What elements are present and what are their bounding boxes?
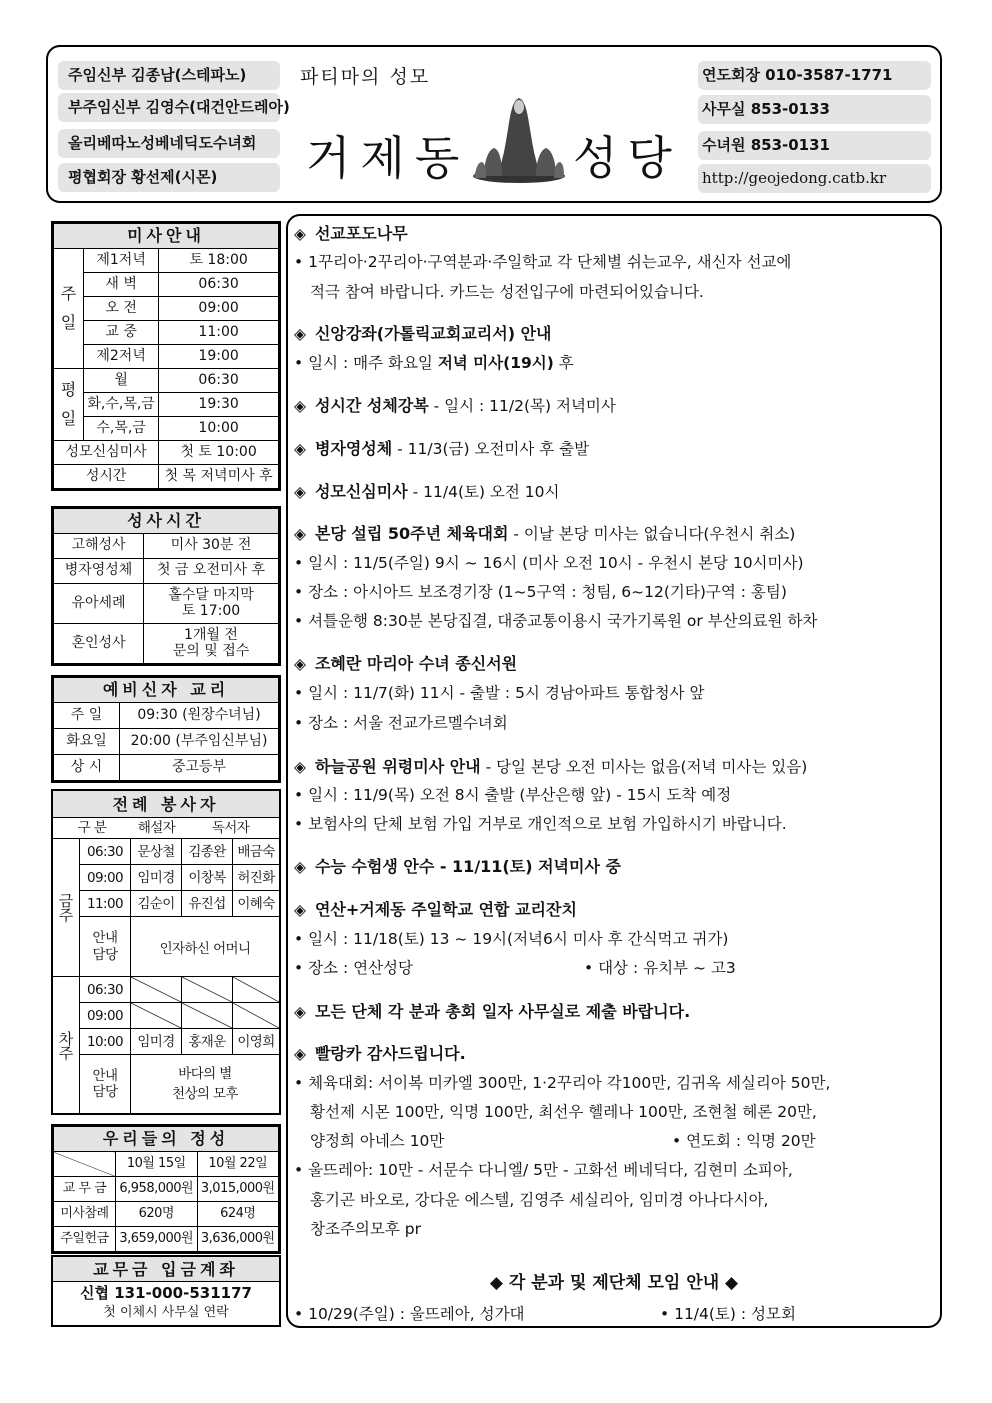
diamond-bullet-icon: ◈: [294, 1003, 306, 1021]
server-time: 06:30: [80, 839, 131, 864]
mass-time: 09:00: [159, 297, 279, 321]
bank-account: 신협 131-000-531177: [80, 1284, 252, 1302]
sacrament-time: 첫 금 오전미사 후: [144, 559, 279, 584]
notice-heading: 본당 설립 50주년 체육대회: [314, 524, 509, 543]
offering-date: 10월 22일: [197, 1152, 279, 1177]
server-name: 이창복: [182, 865, 233, 890]
next-guide-group: [131, 1055, 279, 1113]
diamond-bullet-icon: ◈: [294, 525, 306, 543]
notice-text: 창조주의모후 pr: [310, 1220, 421, 1238]
offering-value: 624명: [197, 1202, 279, 1227]
notice-text: 일시 : 11/7(화) 11시 - 출발 : 5시 경남아파트 통합청사 앞: [308, 684, 705, 702]
server-name: 유진섭: [182, 891, 233, 916]
header-left-1: 주임신부 김종남(스테파노): [58, 61, 280, 90]
catechumen-day: 화요일: [54, 729, 120, 755]
notice-line: [294, 1158, 793, 1180]
notice-line: [294, 854, 621, 877]
notice-detail: - 당일 본당 오전 미사는 없음(저녁 미사는 있음): [480, 758, 808, 776]
notice-text: 체육대회: 서이복 미카엘 300만, 1·2꾸리아 각100만, 김귀옥 세실리아 50만,: [308, 1074, 831, 1092]
catechumen-time: 20:00 (부주임신부님): [120, 729, 279, 755]
dot-bullet-icon: •: [294, 684, 309, 702]
header-right-2: 사무실 853-0133: [698, 95, 931, 124]
this-week-label: 금주: [53, 839, 80, 977]
sacrament-time: 1개월 전: [184, 627, 238, 644]
notice-text: 연도회 : 익명 20만: [686, 1132, 816, 1150]
diamond-bullet-icon: ◈: [294, 483, 306, 501]
server-row: [80, 891, 279, 917]
notice-line: [294, 812, 787, 834]
mass-time: 11:00: [159, 321, 279, 345]
notice-line: [294, 521, 795, 544]
server-time: 10:00: [80, 1029, 131, 1054]
parish-subtitle: 파티마의 성모: [300, 66, 431, 88]
notice-line: [294, 651, 517, 674]
server-name: 허진화: [237, 870, 275, 886]
notice-heading: 병자영성체: [314, 439, 393, 458]
dot-bullet-icon: •: [294, 1161, 309, 1179]
server-name: [131, 1003, 182, 1028]
next-guide-2: 천상의 모후: [172, 1086, 238, 1102]
mass-name: 성모신심미사: [54, 441, 159, 465]
notice-text: 일시 : 11/9(목) 오전 8시 출발 (부산은행 앞) - 15시 도착 예정: [308, 786, 732, 804]
diamond-bullet-icon: ◈: [294, 858, 306, 876]
dot-bullet-icon: •: [294, 612, 309, 630]
server-time: 11:00: [80, 891, 131, 916]
dot-bullet-icon: •: [294, 583, 309, 601]
next-week-label: 차주: [53, 977, 80, 1113]
offering-value: 620명: [116, 1202, 198, 1227]
diamond-bullet-icon: ◈: [294, 440, 306, 458]
diamond-bullet-icon: ◈: [294, 1045, 306, 1063]
dot-bullet-icon: •: [294, 786, 309, 804]
dot-bullet-icon: •: [294, 930, 309, 948]
weekday-label: 평일: [54, 369, 84, 441]
notice-line: [294, 897, 577, 920]
server-time: 06:30: [80, 977, 131, 1002]
dot-bullet-icon: •: [294, 1074, 309, 1092]
offering-corner: [54, 1152, 116, 1177]
server-time: 09:00: [80, 865, 131, 890]
notice-line: [310, 280, 704, 302]
notice-heading: 모든 단체 각 분과 총회 일자 사무실로 제출 바랍니다.: [314, 1002, 691, 1021]
notice-line: [310, 1217, 421, 1239]
notice-text: 장소 : 연산성당: [308, 959, 413, 977]
server-name: [233, 977, 279, 1002]
meeting-item-1: • 10/29(주일) : 울뜨레아, 성가대: [294, 1305, 525, 1323]
title-left: 거제동: [306, 131, 470, 185]
notice-line: [294, 321, 552, 344]
server-name: 김순이: [131, 891, 182, 916]
offering-label: 교 무 금: [54, 1177, 116, 1202]
notice-line: [294, 999, 690, 1022]
bank-note: 첫 이체시 사무실 연락: [103, 1305, 229, 1320]
mass-name: 교 중: [84, 321, 159, 345]
notice-text: 장소 : 서울 전교가르멜수녀회: [308, 714, 508, 732]
offering-date: 10월 15일: [116, 1152, 198, 1177]
diamond-bullet-icon: ◈: [294, 901, 306, 919]
notice-heading: 선교포도나무: [314, 224, 408, 243]
server-name: [233, 1003, 279, 1028]
mass-time: 첫 목 저녁미사 후: [159, 465, 279, 489]
title-right: 성당: [573, 131, 682, 185]
catechumen-box: [51, 675, 281, 783]
header-right-3: 수녀원 853-0131: [698, 131, 931, 160]
servers-head: 해설자: [131, 818, 182, 839]
this-guide-label: 안내담당: [80, 917, 131, 977]
mass-name: 제1저녁: [84, 249, 159, 273]
server-name: 김종완: [182, 839, 233, 864]
sacrament-name: 혼인성사: [54, 624, 144, 664]
diamond-bullet-icon: ◈: [294, 225, 306, 243]
notice-line: [294, 754, 807, 777]
notice-line: [294, 1041, 466, 1064]
mass-time: 10:00: [159, 417, 279, 441]
mass-schedule-box: [51, 221, 281, 491]
header-right-1: 연도회장 010-3587-1771: [698, 61, 931, 90]
notice-line: [294, 479, 560, 502]
server-name: 이영희: [237, 1034, 275, 1050]
notice-heading: 연산+거제동 주일학교 연합 교리잔치: [314, 900, 577, 919]
sacrament-title: 성사시간: [54, 509, 279, 534]
sacrament-name: 고해성사: [54, 534, 144, 559]
mass-title: 미사안내: [54, 224, 279, 249]
notice-heading: 신앙강좌(가톨릭교회교리서) 안내: [314, 324, 552, 343]
notice-line: [294, 351, 574, 373]
dot-bullet-icon: •: [294, 714, 309, 732]
sacrament-name: 유아세례: [54, 584, 144, 624]
notice-detail: - 이날 본당 미사는 없습니다(우천시 취소): [508, 525, 796, 543]
mass-time: 06:30: [159, 369, 279, 393]
server-name: [182, 1003, 233, 1028]
catechumen-day: 주 일: [54, 703, 120, 729]
servers-grid: [51, 789, 281, 1115]
notice-line: [310, 1100, 817, 1122]
notice-heading: 성시간 성체강복: [314, 396, 429, 415]
notice-line: [294, 221, 408, 244]
mass-name: 화,수,목,금: [84, 393, 159, 417]
notice-line: [294, 783, 731, 805]
notice-text: 일시 : 11/18(토) 13 ~ 19시(저녁6시 미사 후 간식먹고 귀가): [308, 930, 729, 948]
server-name: 배금숙: [237, 844, 275, 860]
notice-detail: - 11/4(토) 오전 10시: [407, 483, 560, 501]
server-name: [131, 977, 182, 1002]
offering-value: 3,659,000원: [116, 1227, 198, 1252]
notice-text: 양정희 아네스 10만: [310, 1132, 445, 1150]
header-left-4: 평협회장 황선제(시몬): [58, 163, 280, 192]
notice-line: [294, 436, 589, 459]
notice-text: 홍기곤 바오로, 강다운 에스텔, 김영주 세실리아, 임미경 아나다시아,: [310, 1191, 769, 1209]
notice-heading: 하늘공원 위령미사 안내: [314, 757, 481, 776]
server-time: 09:00: [80, 1003, 131, 1028]
server-name: 임미경: [131, 865, 182, 890]
meeting-text: 10/29(주일) : 울뜨레아, 성가대: [308, 1305, 525, 1323]
sacrament-time: 문의 및 접수: [172, 642, 250, 659]
notice-heading: 성모신심미사: [314, 482, 408, 501]
notice-line: [294, 681, 704, 703]
servers-title: 전례 봉사자: [53, 791, 279, 818]
dot-bullet-icon: •: [294, 354, 309, 372]
sacrament-time: 토 17:00: [181, 602, 241, 619]
mass-time: 19:30: [159, 393, 279, 417]
homepage-link[interactable]: http://geojedong.catb.kr: [698, 164, 931, 193]
server-name: 임미경: [131, 1029, 182, 1054]
mass-name: 성시간: [54, 465, 159, 489]
notice-text: 적극 참여 바랍니다. 카드는 성전입구에 마련되어있습니다.: [310, 283, 704, 301]
diamond-bullet-icon: ◈: [294, 397, 306, 415]
catechumen-day: 상 시: [54, 755, 120, 781]
offering-value: 3,015,000원: [197, 1177, 279, 1202]
notice-text: 대상 : 유치부 ~ 고3: [598, 959, 736, 977]
mass-time: 토 18:00: [159, 249, 279, 273]
notice-text: 황선제 시몬 100만, 익명 100만, 최선우 헬레나 100만, 조현철 헤론 20만,: [310, 1103, 817, 1121]
notice-text: 보험사의 단체 보험 가입 거부로 개인적으로 보험 가입하시기 바랍니다.: [308, 815, 787, 833]
notice-line: [294, 609, 817, 631]
meeting-item-2: • 11/4(토) : 성모회: [660, 1305, 796, 1323]
notice-bold: 저녁 미사(19시): [437, 354, 554, 372]
notice-detail: - 11/3(금) 오전미사 후 출발: [392, 440, 590, 458]
notice-line: [294, 551, 804, 573]
server-row: [80, 1029, 279, 1055]
sacrament-name: 병자영성체: [54, 559, 144, 584]
diamond-bullet-icon: ◈: [294, 325, 306, 343]
bank-title: 교무금 입금계좌: [53, 1257, 279, 1282]
notice-text: 일시 : 11/5(주일) 9시 ~ 16시 (미사 오전 10시 - 우천시 본당 10시미사): [308, 554, 804, 572]
notice-text: 울뜨레아: 10만 - 서문수 다니엘/ 5만 - 고화선 베네딕다, 김현미 소피아,: [308, 1161, 793, 1179]
mass-name: 새 벽: [84, 273, 159, 297]
notice-line: [294, 1071, 830, 1093]
catechumen-title: 예비신자 교리: [54, 678, 279, 703]
meeting-text: 11/4(토) : 성모회: [674, 1305, 796, 1323]
mass-time: 첫 토 10:00: [159, 441, 279, 465]
sacrament-box: [51, 506, 281, 666]
notice-heading: 수능 수험생 안수 - 11/11(토) 저녁미사 중: [314, 857, 621, 876]
offering-title: 우리들의 정성: [54, 1127, 279, 1152]
diamond-bullet-icon: ◈: [294, 758, 306, 776]
notice-text: 셔틀운행 8:30분 본당집결, 대중교통이용시 국가기록원 or 부산의료원 하차: [308, 612, 818, 630]
bank-box: [51, 1255, 281, 1327]
server-name: 문상철: [131, 839, 182, 864]
meetings-title: ◆ 각 분과 및 제단체 모임 안내 ◆: [489, 1273, 739, 1293]
servers-head: 독서자: [182, 818, 279, 839]
sacrament-time: 미사 30분 전: [144, 534, 279, 559]
mass-name: 수,목,금: [84, 417, 159, 441]
notice-text: 일시 : 매주 화요일: [308, 354, 438, 372]
mass-name: 제2저녁: [84, 345, 159, 369]
mass-time: 06:30: [159, 273, 279, 297]
notice-text: 장소 : 아시아드 보조경기장 (1~5구역 : 청팀, 6~12(기타)구역 : 홍팀): [308, 583, 787, 601]
sacrament-time: 홀수달 마지막: [168, 587, 254, 604]
header-left-2: 부주임신부 김영수(대건안드레아): [58, 93, 280, 122]
server-row: [80, 1003, 279, 1029]
offering-value: 6,958,000원: [116, 1177, 198, 1202]
dot-bullet-icon: •: [294, 554, 309, 572]
notice-line: [294, 580, 787, 602]
catechumen-time: 09:30 (원장수녀님): [120, 703, 279, 729]
notice-line: [294, 927, 728, 949]
next-guide-1: 바다의 별: [178, 1065, 232, 1082]
notice-line: [294, 250, 791, 272]
notice-line: [294, 393, 616, 416]
dot-bullet-icon: •: [294, 815, 309, 833]
catechumen-time: 중고등부: [120, 755, 279, 781]
server-row: [80, 977, 279, 1003]
diamond-bullet-icon: ◈: [294, 655, 306, 673]
this-guide-group: 인자하신 어머니: [131, 917, 279, 977]
server-name: 홍재운: [182, 1029, 233, 1054]
offering-label: 미사참례: [54, 1202, 116, 1227]
server-row: [80, 865, 279, 891]
notice-text: 후: [553, 354, 574, 372]
offering-label: 주일헌금: [54, 1227, 116, 1252]
notice-line: • 장소 : 연산성당 • 대상 : 유치부 ~ 고3: [294, 959, 736, 977]
mass-name: 오 전: [84, 297, 159, 321]
notice-heading: 빨랑카 감사드립니다.: [314, 1044, 466, 1063]
next-guide-label: 안내담당: [80, 1055, 131, 1113]
server-name: [182, 977, 233, 1002]
mass-time: 19:00: [159, 345, 279, 369]
server-name: 이혜숙: [237, 896, 275, 912]
madonna-logo: [470, 92, 568, 184]
notice-line: [294, 711, 508, 733]
notice-detail: - 일시 : 11/2(목) 저녁미사: [428, 397, 616, 415]
offering-value: 3,636,000원: [197, 1227, 279, 1252]
header-left-3: 올리베따노성베네딕도수녀회: [58, 129, 280, 158]
server-row: [80, 839, 279, 865]
dot-bullet-icon: •: [294, 253, 309, 271]
offering-box: [51, 1124, 281, 1254]
notice-line: 양정희 아네스 10만 • 연도회 : 익명 20만: [310, 1132, 816, 1150]
sunday-label: 주일: [54, 249, 84, 369]
notice-heading: 조혜란 마리아 수녀 종신서원: [314, 654, 518, 673]
servers-head: 구 분: [53, 818, 131, 839]
mass-name: 월: [84, 369, 159, 393]
notice-line: [310, 1188, 768, 1210]
notice-text: 1꾸리아·2꾸리아·구역분과·주일학교 각 단체별 쉬는교우, 새신자 선교에: [308, 253, 792, 271]
